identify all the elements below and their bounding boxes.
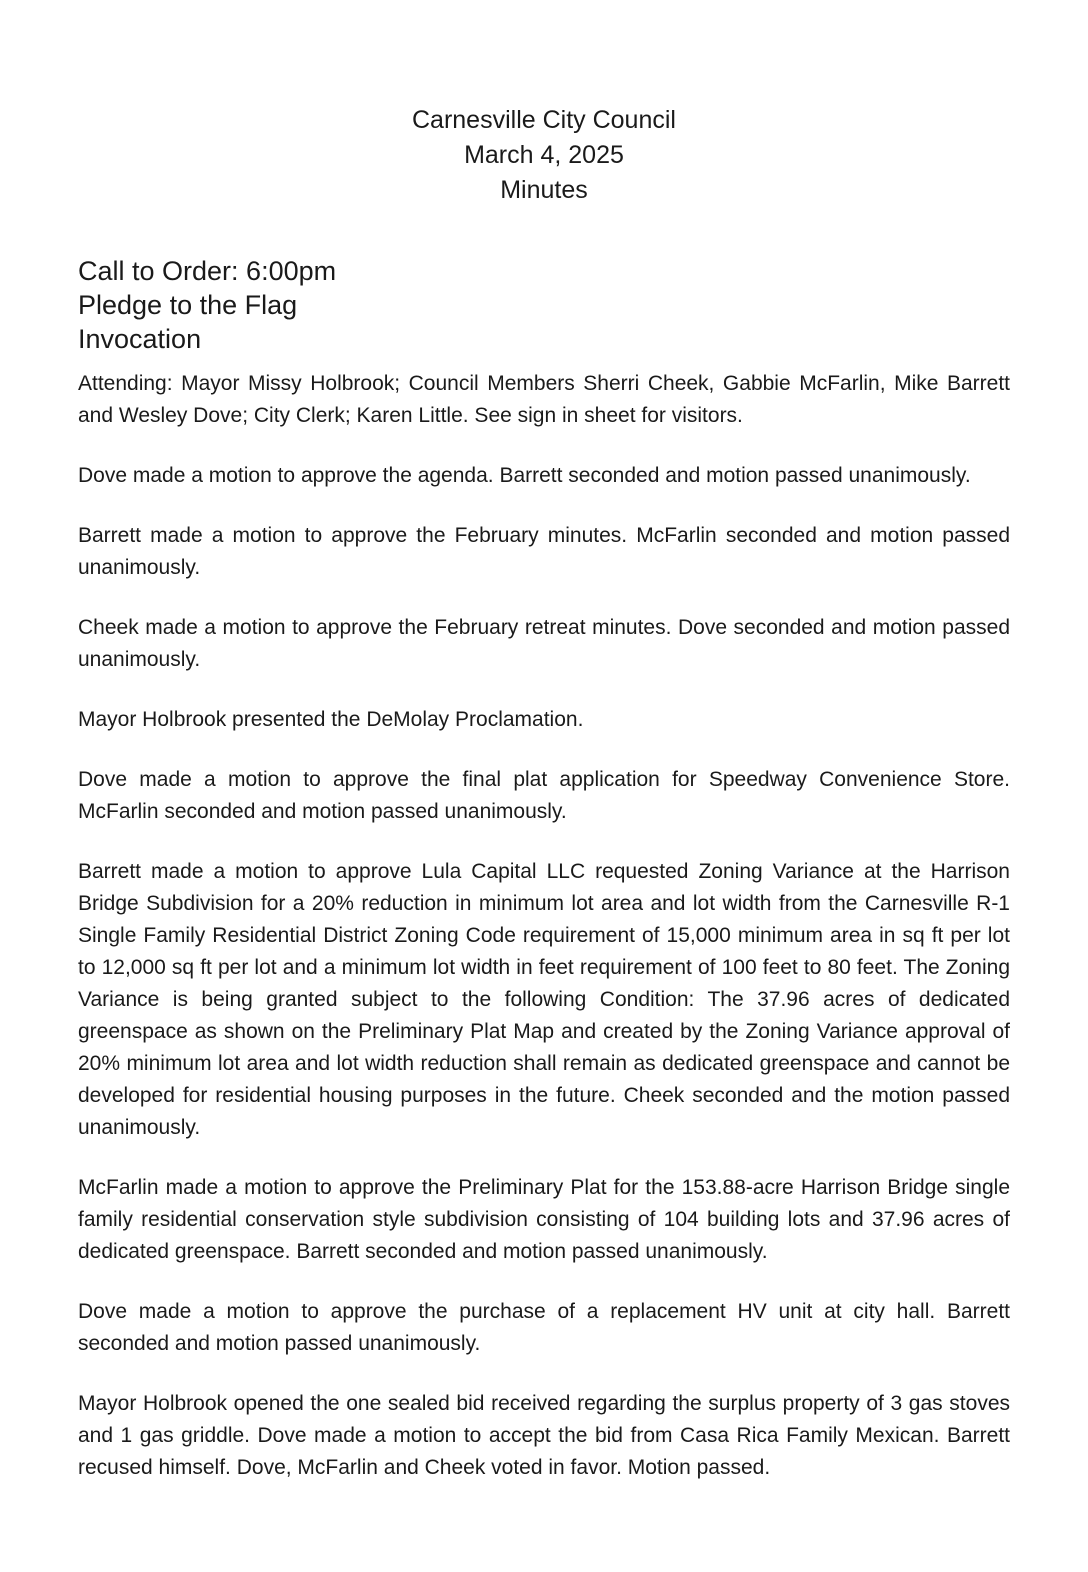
minutes-paragraph: Dove made a motion to approve the final plat application for Speedway Convenience Store. McFarlin seconded and motion passed unanimously.: [78, 768, 1010, 823]
minutes-paragraph: Attending: Mayor Missy Holbrook; Council Members Sherri Cheek, Gabbie McFarlin, Mike Barrett and Wesley Dove; City Clerk; Karen Little. See sign in sheet for visitors.: [78, 372, 1010, 427]
minutes-paragraph: Mayor Holbrook presented the DeMolay Proclamation.: [78, 708, 584, 731]
minutes-paragraph: Barrett made a motion to approve Lula Capital LLC requested Zoning Variance at the Harrison Bridge Subdivision for a 20% reduction in minimum lot area and lot width from the Carnesville R-1 Single Family Residential District Zoning Code requirement of 15,000 minimum area in sq ft per lot to 12,000 sq ft per lot and a minimum lot width in feet requirement of 100 feet to 80 feet. The Zoning Variance is being granted subject to the following Condition: The 37.96 acres of dedicated greenspace as shown on the Preliminary Plat Map and created by the Zoning Variance approval of 20% minimum lot area and lot width reduction shall remain as dedicated greenspace and cannot be developed for residential housing purposes in the future. Cheek seconded and the motion passed unanimously.: [78, 860, 1010, 1139]
document-title-line: March 4, 2025: [464, 141, 624, 169]
minutes-paragraph: Cheek made a motion to approve the February retreat minutes. Dove seconded and motion passed unanimously.: [78, 616, 1010, 671]
minutes-paragraph: Dove made a motion to approve the purchase of a replacement HV unit at city hall. Barrett seconded and motion passed unanimously.: [78, 1300, 1010, 1355]
minutes-paragraph: McFarlin made a motion to approve the Preliminary Plat for the 153.88-acre Harrison Bridge single family residential conservation style subdivision consisting of 104 building lots and 37.96 acres of dedicated greenspace. Barrett seconded and motion passed unanimously.: [78, 1176, 1010, 1263]
agenda-header-line: Invocation: [78, 324, 202, 354]
agenda-header-line: Pledge to the Flag: [78, 290, 298, 320]
minutes-paragraph: Barrett made a motion to approve the February minutes. McFarlin seconded and motion passed unanimously.: [78, 524, 1010, 579]
minutes-paragraph: Dove made a motion to approve the agenda. Barrett seconded and motion passed unanimously.: [78, 464, 971, 487]
document-title-line: Carnesville City Council: [412, 106, 676, 134]
meeting-agenda-headers: [78, 254, 1010, 356]
minutes-paragraph: Mayor Holbrook opened the one sealed bid received regarding the surplus property of 3 gas stoves and 1 gas griddle. Dove made a motion to accept the bid from Casa Rica Family Mexican. Barrett recused himself. Dove, McFarlin and Cheek voted in favor. Motion passed.: [78, 1392, 1010, 1479]
minutes-body: [78, 368, 1010, 1484]
document-title-line: Minutes: [500, 176, 588, 204]
agenda-header-line: Call to Order: 6:00pm: [78, 256, 337, 286]
document-title-block: [78, 103, 1010, 208]
